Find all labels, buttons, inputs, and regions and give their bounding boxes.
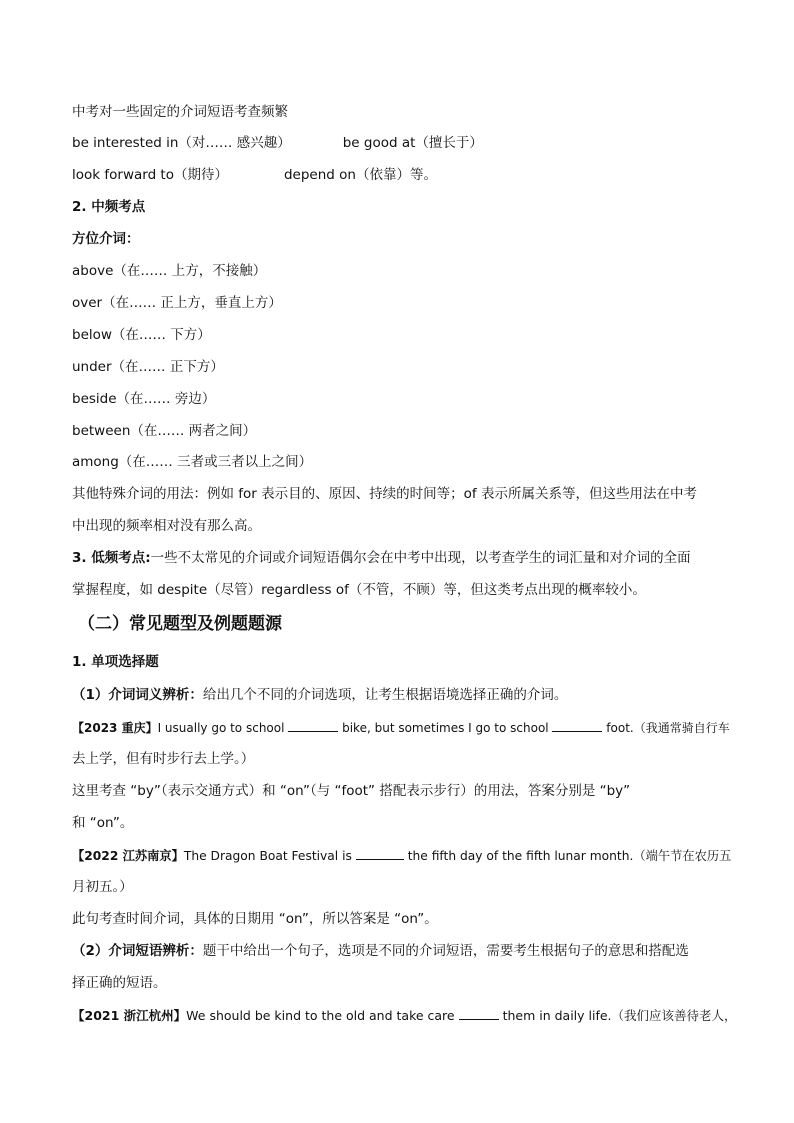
subsection-heading: 方位介词：: [72, 231, 140, 247]
subsection-heading-inline: （1）介词词义辨析：: [72, 687, 203, 703]
section-heading: 1. 单项选择题: [72, 654, 159, 670]
subsection-heading-inline: （2）介词短语辨析：: [72, 943, 203, 959]
example-text: them in daily life.（我们应该善待老人，: [502, 1008, 737, 1023]
paragraph-text: 题干中给出一个句子，选项是不同的介词短语，需要考生根据句子的意思和搭配选: [202, 943, 689, 959]
example-text: the fifth day of the fifth lunar month.（端午节在农历五: [407, 849, 732, 863]
text-line: [72, 941, 734, 961]
text-line: 此句考查时间介词，具体的日期用 “on”，所以答案是 “on”。: [72, 911, 438, 927]
text-line: 中出现的频率相对没有那么高。: [72, 518, 261, 534]
list-item: above（在…… 上方，不接触）: [72, 263, 267, 279]
phrase-good-at: be good at（擅长于）: [342, 135, 483, 151]
example-line: [72, 845, 734, 866]
example-text: bike, but sometimes I go to school: [342, 721, 549, 735]
list-item: below（在…… 下方）: [72, 327, 211, 343]
section-heading: 2. 中频考点: [72, 199, 146, 215]
text-line: 其他特殊介词的用法：例如 for 表示目的、原因、持续的时间等；of 表示所属关系等，但这些用法在中考: [72, 486, 697, 502]
answer-blank: [288, 717, 338, 732]
list-item: among（在…… 三者或三者以上之间）: [72, 454, 313, 470]
list-item: over（在…… 正上方，垂直上方）: [72, 295, 282, 311]
text-line: [72, 165, 734, 185]
example-text: I usually go to school: [157, 721, 285, 735]
paragraph-text: 给出几个不同的介词选项，让考生根据语境选择正确的介词。: [202, 687, 568, 703]
text-line: [72, 133, 734, 153]
example-text: foot.（我通常骑自行车: [606, 721, 730, 735]
answer-blank: [459, 1005, 499, 1020]
example-line: [72, 717, 734, 738]
phrase-depend-on: depend on（依靠）等。: [283, 167, 437, 183]
text-line: 去上学，但有时步行去上学。）: [72, 751, 255, 767]
exam-source-tag: 【2021 浙江杭州】: [72, 1008, 187, 1023]
phrase-look-forward-to: look forward to（期待）: [72, 167, 228, 183]
exam-source-tag: 【2023 重庆】: [72, 721, 158, 735]
text-line: 和 “on”。: [72, 815, 134, 831]
list-item: under（在…… 正下方）: [72, 359, 224, 375]
example-text: We should be kind to the old and take care: [186, 1008, 455, 1023]
text-line: 掌握程度，如 despite（尽管）regardless of（不管，不顾）等，但这类考点出现的概率较小。: [72, 582, 646, 598]
example-text: The Dragon Boat Festival is: [183, 849, 352, 863]
exam-source-tag: 【2022 江苏南京】: [72, 849, 184, 863]
text-line: 中考对一些固定的介词短语考查频繁: [72, 104, 288, 120]
text-line: 择正确的短语。: [72, 975, 167, 991]
paragraph-text: 一些不太常见的介词或介词短语偶尔会在中考中出现，以考查学生的词汇量和对介词的全面: [150, 550, 691, 566]
list-item: between（在…… 两者之间）: [72, 423, 257, 439]
phrase-interested-in: be interested in（对…… 感兴趣）: [72, 135, 291, 151]
list-item: beside（在…… 旁边）: [72, 391, 216, 407]
part-heading: （二）常见题型及例题题源: [78, 614, 282, 634]
example-line: [72, 1005, 737, 1026]
answer-blank: [552, 717, 602, 732]
text-line: 这里考查 “by”（表示交通方式）和 “on”（与 “foot” 搭配表示步行）的用法，答案分别是 “by”: [72, 783, 631, 799]
section-heading-inline: 3. 低频考点:: [72, 550, 151, 566]
text-line: 月初五。）: [72, 879, 133, 895]
text-line: [72, 685, 734, 705]
text-line: [72, 548, 734, 568]
answer-blank: [356, 845, 404, 860]
